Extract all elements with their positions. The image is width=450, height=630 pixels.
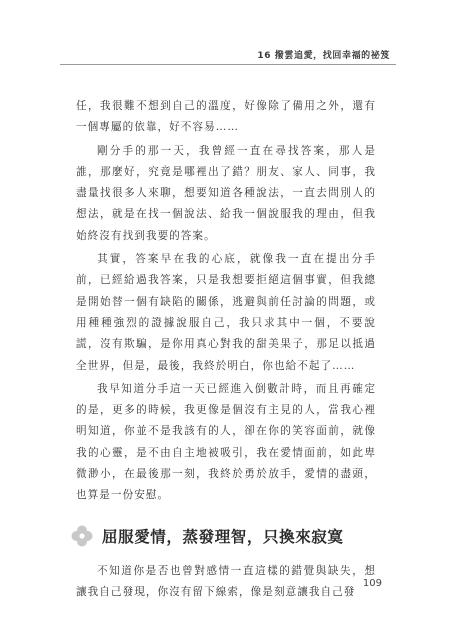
paragraph: 不知道你是否也曾對感情一直這樣的錯覺與缺失，想讓我自己發現，你沒有留下線索，像是刻意讓我自己發: [76, 564, 376, 598]
paragraph: 任，我很難不想到自己的溫度，好像除了備用之外，還有一個專屬的依靠，好不容易……: [76, 100, 376, 134]
paragraph: 其實，答案早在我的心底，就像我一直在提出分手前，已經給過我答案，只是我想要拒絕這個事實，但我總是開始替一個有缺陷的關係，逃避與前任討論的問題，或用種種強烈的證據說服自己，我只求其中一個，不要說謊，沒有欺騙，是你用真心對我的甜美果子，那足以抵過全世界，但是，最後，我終於明白，你也給不起了……: [76, 253, 376, 372]
running-header: 16 撥雲追愛，找回幸福的祕笈: [257, 50, 390, 61]
paragraph: 剛分手的那一天，我曾經一直在尋找答案，那人是誰，那麼好，究竟是哪裡出了錯？朋友、家人、同事，我盡量找很多人來聊，想要知道各種說法，一直去問別人的想法，就是在找一個說法、給我一個說服我的理由，但我始終沒有找到我要的答案。: [76, 144, 376, 242]
header-rule: [60, 64, 396, 65]
body-text: [76, 96, 376, 605]
section-heading-text: 屈服愛情，蒸發理智，只換來寂寞: [102, 527, 344, 546]
paragraph: 我早知道分手這一天已經進入倒數計時，而且再確定的是，更多的時候，我更像是個沒有主見的人，當我心裡明知道，你並不是我該有的人，卻在你的笑容面前，就像我的心靈，是不由自主地被吸引，我在愛情面前，如此卑微渺小，在最後那一刻，我終於勇於放手，愛情的盡頭，也算是一份安慰。: [76, 382, 376, 502]
clover-icon: [70, 524, 94, 548]
section-heading: [70, 521, 376, 551]
page-number: 109: [362, 578, 382, 589]
